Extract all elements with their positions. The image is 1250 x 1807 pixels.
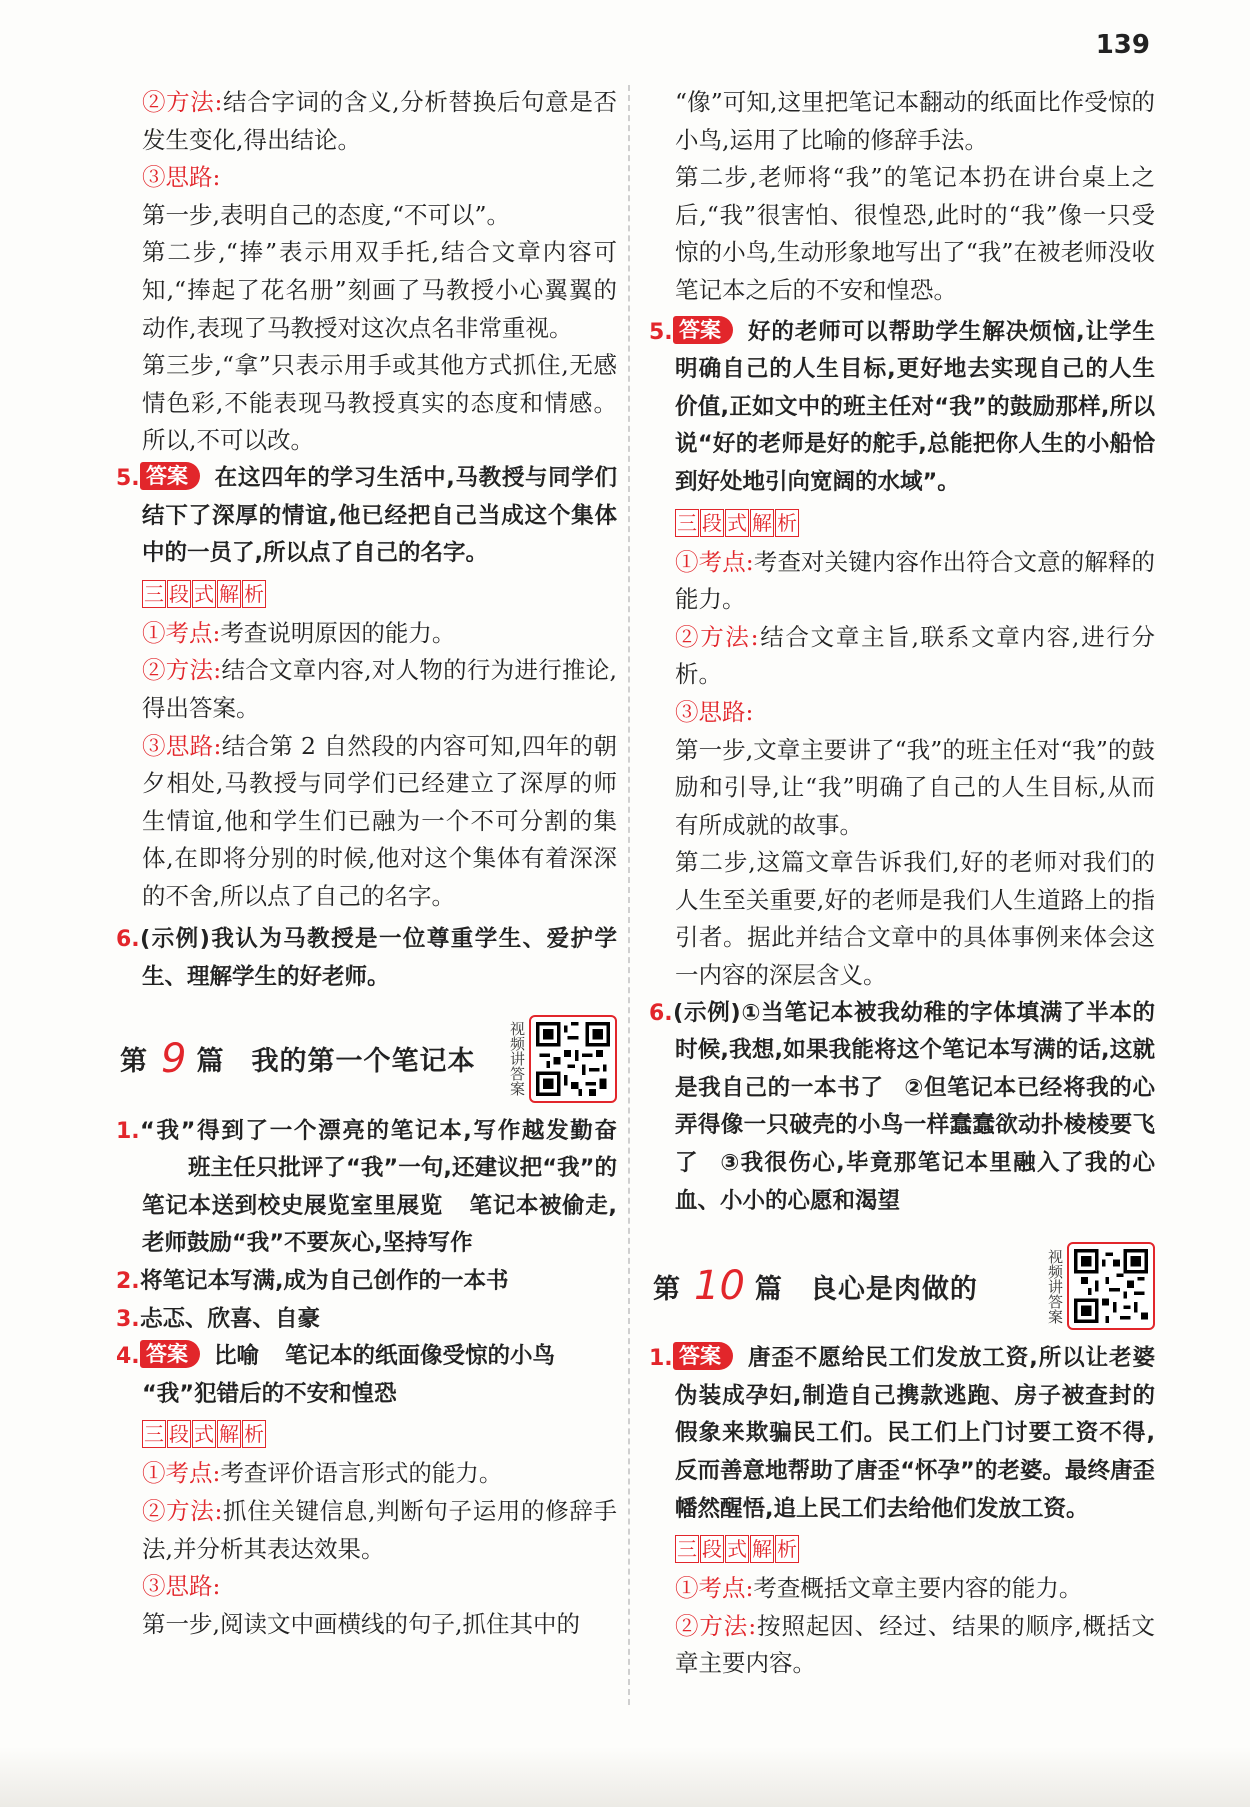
step-2: 第二步,这篇文章告诉我们,好的老师对我们的人生至关重要,好的老师是我们人生道路上的指引者。据此并结合文章中的具体事例来体会这一内容的深层含义。	[675, 848, 1155, 990]
analysis-label-char: 段	[169, 1422, 189, 1447]
qr-code-icon	[1067, 1242, 1155, 1330]
answer-tag: 答案	[673, 316, 733, 344]
three-part-analysis-label	[675, 508, 1155, 542]
right-column	[649, 84, 1156, 1683]
answer-tag: 答案	[140, 1340, 200, 1368]
analysis-label-char: 式	[194, 581, 214, 606]
kaodian-line: ①考点:考查说明原因的能力。	[142, 618, 456, 647]
continued-text: “像”可知,这里把笔记本翻动的纸面比作受惊的小鸟,运用了比喻的修辞手法。	[675, 88, 1155, 154]
analysis-label-char: 式	[194, 1422, 214, 1447]
s10-question-1: 1. 答案 唐歪不愿给民工们发放工资,所以让老婆伪装成孕妇,制造自己携款逃跑、房子被查封的假象来欺骗民工们。民工们上门讨要工资不得,反而善意地帮助了唐歪“怀孕”的老婆。最终唐歪幡然醒悟,追上民工们去给他们发放工资。	[649, 1344, 1155, 1522]
thinking-label: ③思路:	[675, 697, 754, 726]
analysis-label-char: 析	[244, 581, 264, 606]
method-line: ②方法:结合字词的含义,分析替换后句意是否发生变化,得出结论。	[142, 88, 617, 154]
step-1: 第一步,阅读文中画横线的句子,抓住其中的	[142, 1609, 580, 1638]
question-6-answer: 6.(示例)我认为马教授是一位尊重学生、爱护学生、理解学生的好老师。	[116, 926, 617, 991]
kaodian-line: ①考点:考查对关键内容作出符合文意的解释的能力。	[675, 547, 1156, 614]
analysis-label-char: 解	[752, 510, 772, 535]
thinking-label: ③思路:	[142, 163, 221, 192]
page-bottom-shadow	[0, 1747, 1250, 1807]
question-5-answer: 5. 答案 在这四年的学习生活中,马教授与同学们结下了深厚的情谊,他已经把自己当成这个集体中的一员了,所以点了自己的名字。	[116, 463, 617, 567]
s9-question-4: 4. 答案 比喻 笔记本的纸面像受惊的小鸟 “我”犯错后的不安和惶恐	[116, 1342, 556, 1407]
answer-tag: 答案	[673, 1342, 733, 1370]
video-answer-qr[interactable]: 视频讲答案	[1047, 1242, 1155, 1330]
analysis-label-char: 析	[777, 1537, 797, 1562]
three-part-analysis-label	[142, 579, 617, 613]
three-part-analysis-label	[675, 1534, 1155, 1568]
step-1: 第一步,文章主要讲了“我”的班主任对“我”的鼓励和引导,让“我”明确了自己的人生目标,从而有所成就的故事。	[675, 735, 1155, 839]
method-line: ②方法:抓住关键信息,判断句子运用的修辞手法,并分析其表达效果。	[142, 1497, 617, 1563]
section-title: 良心是肉做的	[809, 1273, 978, 1305]
s9-question-2: 2.将笔记本写满,成为自己创作的一本书	[116, 1268, 509, 1295]
analysis-label-char: 解	[752, 1537, 772, 1562]
thinking-label: ③思路:	[142, 1572, 221, 1601]
analysis-label-char: 三	[144, 1422, 164, 1447]
section-title: 我的第一个笔记本	[251, 1046, 476, 1078]
video-answer-qr[interactable]: 视频讲答案	[509, 1015, 617, 1103]
question-5-answer: 5. 答案 好的老师可以帮助学生解决烦恼,让学生明确自己的人生目标,更好地去实现自己的人生价值,正如文中的班主任对“我”的鼓励那样,所以说“好的老师是好的舵手,总能把你人生的小船恰到好处地引向宽阔的水域”。	[649, 317, 1155, 495]
kaodian-line: ①考点:考查概括文章主要内容的能力。	[675, 1574, 1083, 1603]
analysis-label-char: 析	[244, 1422, 264, 1447]
method-line: ②方法:结合文章主旨,联系文章内容,进行分析。	[675, 622, 1155, 689]
section-10-heading: 第 10 篇 良心是肉做的 视频讲答案	[653, 1242, 1155, 1330]
section-9-heading: 第 9 篇 我的第一个笔记本 视频讲答案	[120, 1015, 617, 1103]
analysis-label-char: 三	[144, 581, 164, 606]
analysis-label-char: 段	[702, 510, 722, 535]
analysis-label-char: 解	[219, 581, 239, 606]
analysis-label-char: 解	[219, 1422, 239, 1447]
method-line: ②方法:按照起因、经过、结果的顺序,概括文章主要内容。	[675, 1611, 1155, 1678]
analysis-label-char: 段	[169, 581, 189, 606]
analysis-label-char: 析	[777, 510, 797, 535]
step-3: 第三步,“拿”只表示用手或其他方式抓住,无感情色彩,不能表现马教授真实的态度和情感。所以,不可以改。	[142, 351, 617, 455]
qr-code-icon	[529, 1015, 617, 1103]
answer-tag: 答案	[140, 462, 200, 490]
thinking-line: ③思路:结合第 2 自然段的内容可知,四年的朝夕相处,马教授与同学们已经建立了深厚的师生情谊,他和学生们已融为一个不可分割的集体,在即将分别的时候,他对这个集体有着深深的不舍,所以点了自己的名字。	[142, 731, 617, 910]
step-2: 第二步,“捧”表示用双手托,结合文章内容可知,“捧起了花名册”刻画了马教授小心翼翼的动作,表现了马教授对这次点名非常重视。	[142, 238, 617, 342]
analysis-label-char: 式	[727, 510, 747, 535]
analysis-label-char: 式	[727, 1537, 747, 1562]
step-1: 第一步,表明自己的态度,“不可以”。	[142, 200, 510, 229]
s9-question-1: 1.“我”得到了一个漂亮的笔记本,写作越发勤奋班主任只批评了“我”一句,还建议把“我”的笔记本送到校史展览室里展览 笔记本被偷走,老师鼓励“我”不要灰心,坚持写作	[116, 1117, 617, 1257]
analysis-label-char: 段	[702, 1537, 722, 1562]
question-6-answer: 6.(示例)①当笔记本被我幼稚的字体填满了半本的时候,我想,如果我能将这个笔记本写满的话,这就是我自己的一本书了 ②但笔记本已经将我的心弄得像一只破壳的小鸟一样蠢蠢欲动扑棱棱要飞了 ③我很伤心,毕竟那笔记本里融入了我的心血、小小的心愿和渴望	[649, 999, 1155, 1214]
column-divider	[628, 85, 630, 1705]
page-number: 139	[1095, 30, 1150, 60]
step-2: 第二步,老师将“我”的笔记本扔在讲台桌上之后,“我”很害怕、很惶恐,此时的“我”像一只受惊的小鸟,生动形象地写出了“我”在被老师没收笔记本之后的不安和惶恐。	[675, 163, 1155, 304]
s9-question-3: 3.忐忑、欣喜、自豪	[116, 1305, 321, 1332]
left-column	[116, 84, 617, 1643]
kaodian-line: ①考点:考查评价语言形式的能力。	[142, 1459, 503, 1488]
analysis-label-char: 三	[677, 1537, 697, 1562]
method-line: ②方法:结合文章内容,对人物的行为进行推论,得出答案。	[142, 656, 617, 722]
analysis-label-char: 三	[677, 510, 697, 535]
three-part-analysis-label	[142, 1419, 617, 1453]
